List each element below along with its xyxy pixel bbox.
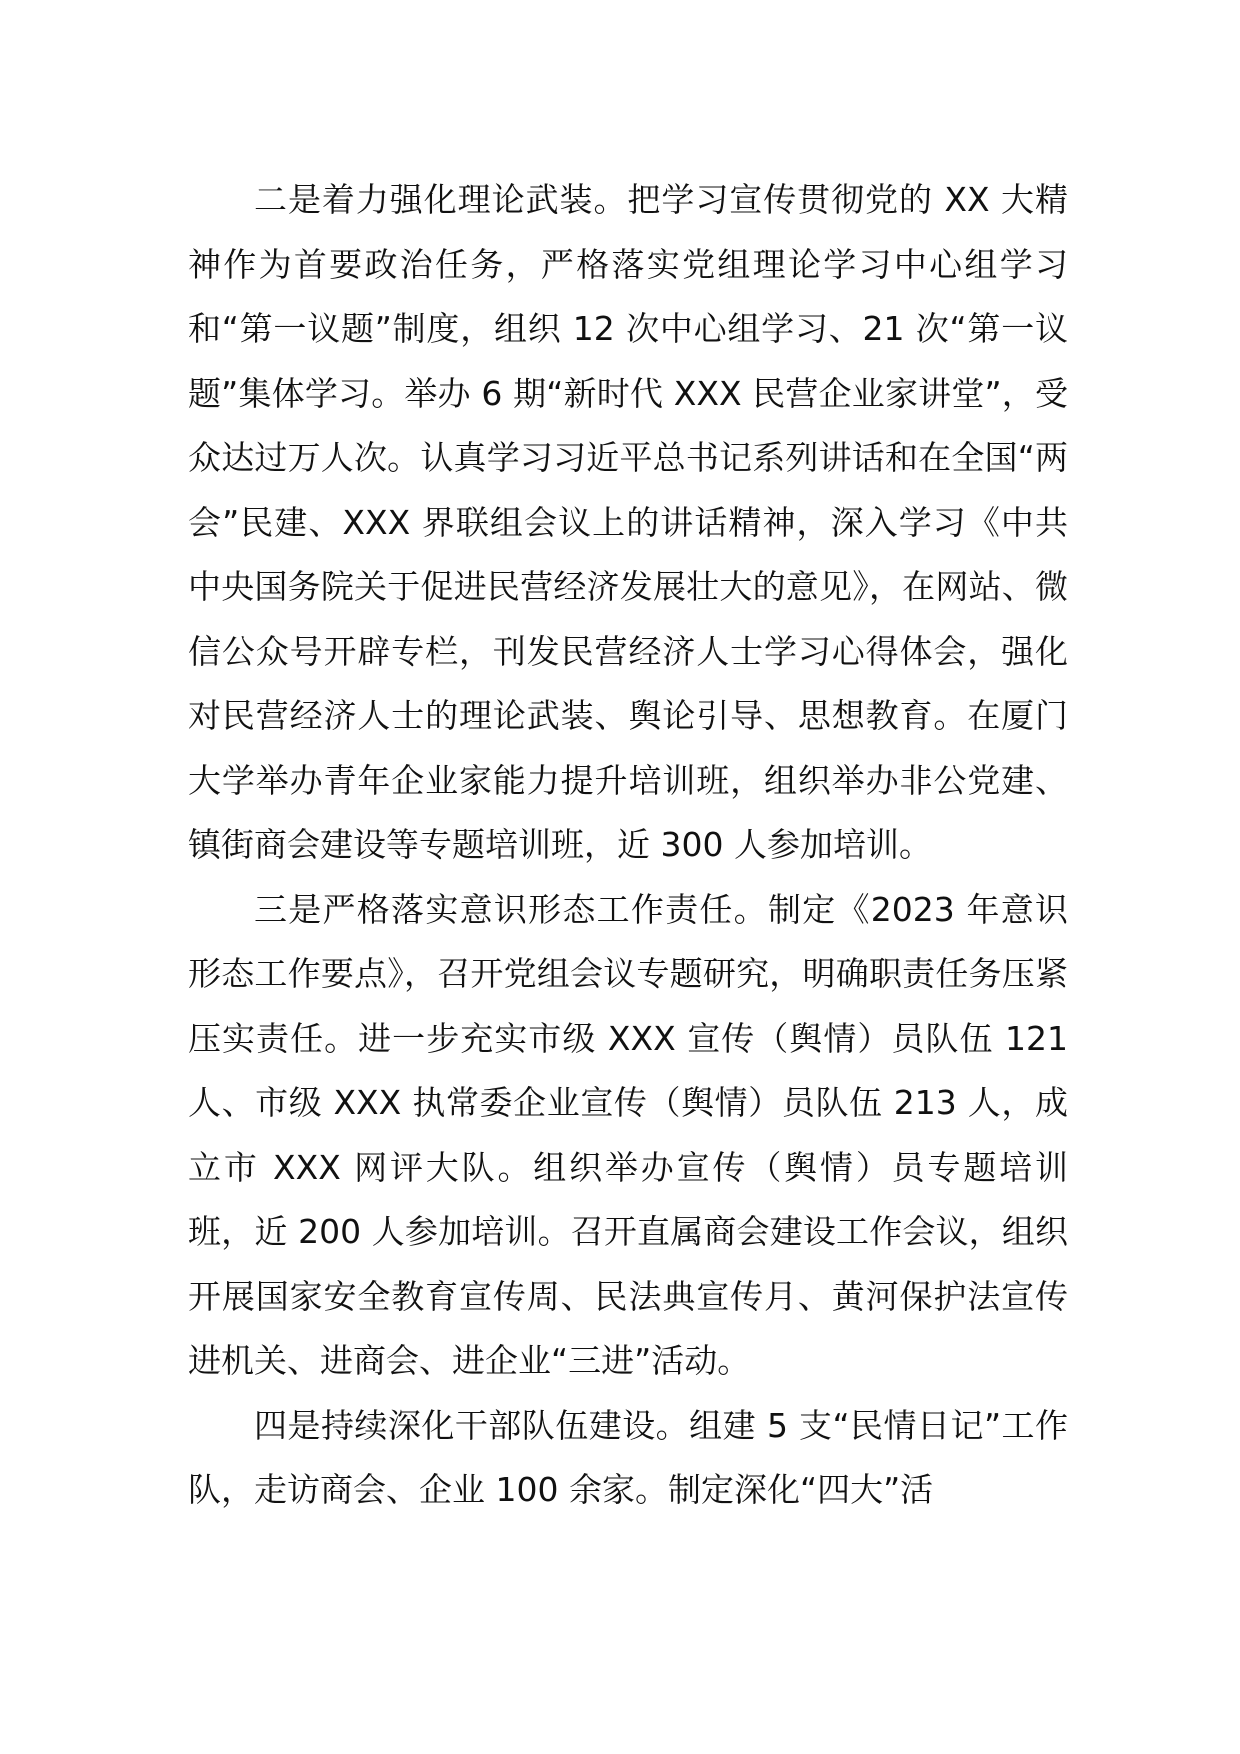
paragraph-theory-study: 二是着力强化理论武装。把学习宣传贯彻党的 XX 大精神作为首要政治任务，严格落实党组理论学习中心组学习和“第一议题”制度，组织 12 次中心组学习、21 次“第一议题”集体学习。举办 6 期“新时代 XXX 民营企业家讲堂”，受众达过万人次。认真学习习近平总书记系列讲话和在全国“两会”民建、XXX 界联组会议上的讲话精神，深入学习《中共中央国务院关于促进民营经济发展壮大的意见》，在网站、微信公众号开辟专栏，刊发民营经济人士学习心得体会，强化对民营经济人士的理论武装、舆论引导、思想教育。在厦门大学举办青年企业家能力提升培训班，组织举办非公党建、镇街商会建设等专题培训班，近 300 人参加培训。 — [188, 180, 1068, 864]
document-body — [188, 168, 1068, 1523]
paragraph-ideology-responsibility: 三是严格落实意识形态工作责任。制定《2023 年意识形态工作要点》，召开党组会议专题研究，明确职责任务压紧压实责任。进一步充实市级 XXX 宣传（舆情）员队伍 121 人、市级 XXX 执常委企业宣传（舆情）员队伍 213 人，成立市 XXX 网评大队。组织举办宣传（舆情）员专题培训班，近 200 人参加培训。召开直属商会建设工作会议，组织开展国家安全教育宣传周、民法典宣传月、黄河保护法宣传进机关、进商会、进企业“三进”活动。 — [188, 889, 1068, 1380]
paragraph-cadre-building: 四是持续深化干部队伍建设。组建 5 支“民情日记”工作队，走访商会、企业 100 余家。制定深化“四大”活 — [188, 1405, 1068, 1509]
